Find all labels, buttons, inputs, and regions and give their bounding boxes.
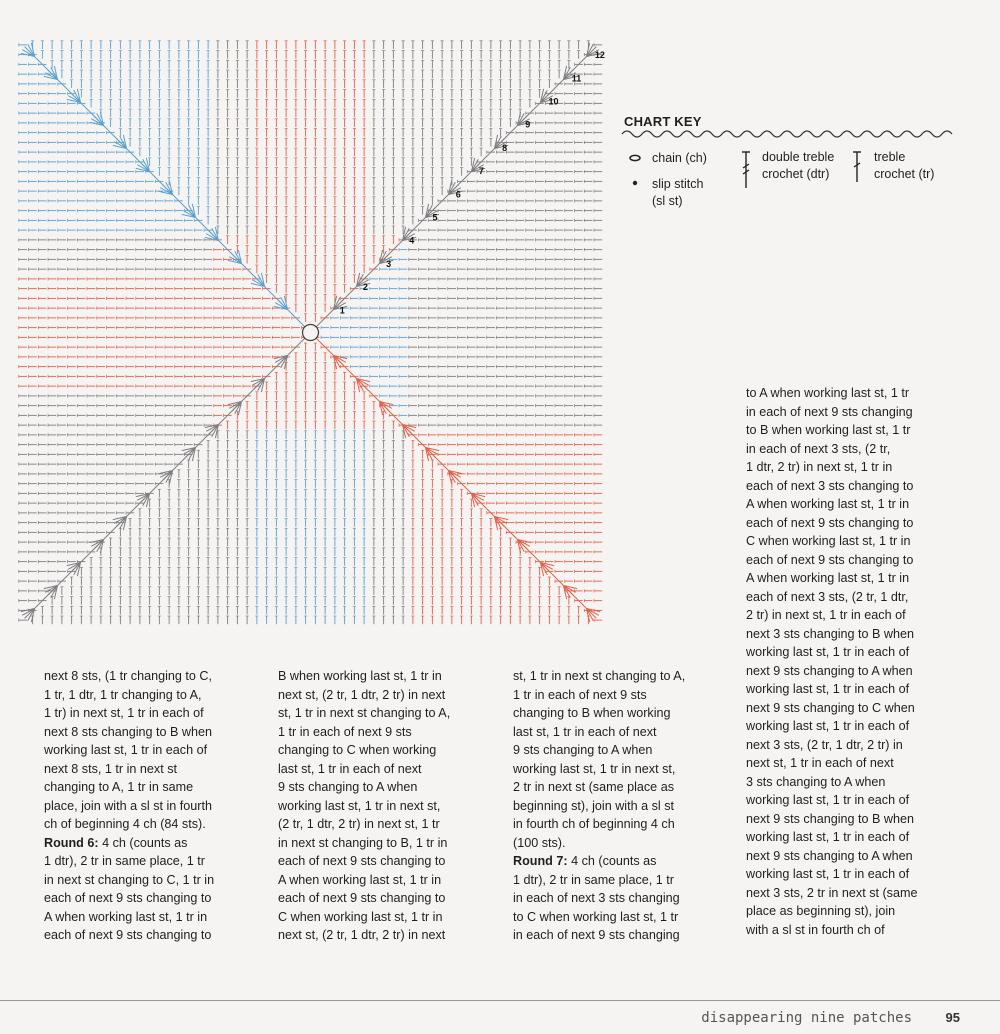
round-number-label: 2 xyxy=(362,282,368,293)
crochet-chart xyxy=(18,40,603,625)
double-treble-key-label: double treble crochet (dtr) xyxy=(762,150,835,181)
col3-text-b: 4 ch (counts as 1 dtr), 2 tr in same place, 1 tr in each of next 3 sts changing to C when working last st, 1 tr in each of next 9 sts changing xyxy=(513,854,680,942)
footer-rule xyxy=(0,1000,1000,1001)
round-number-label: 9 xyxy=(525,119,531,130)
round-number-label: 1 xyxy=(339,305,345,316)
col1-text-b: 4 ch (counts as 1 dtr), 2 tr in same place, 1 tr in next st changing to C, 1 tr in each of next 9 sts changing to A when working last st, 1 tr in each of next 9 sts changing to xyxy=(44,835,215,942)
treble-symbol-icon xyxy=(852,150,862,184)
round-number-label: 6 xyxy=(455,189,461,200)
round-6-heading: Round 6: xyxy=(44,835,99,850)
chart-key-title: CHART KEY xyxy=(624,114,702,129)
round-number-label: 8 xyxy=(502,142,508,153)
round-number-label: 4 xyxy=(409,235,415,246)
double-treble-symbol-icon xyxy=(741,150,751,190)
round-7-heading: Round 7: xyxy=(513,854,568,868)
round-number-label: 5 xyxy=(432,212,438,223)
chart-key-wave-divider xyxy=(622,128,952,140)
slip-stitch-symbol-icon xyxy=(632,180,638,186)
chain-symbol-icon xyxy=(628,154,642,162)
col3-text-a: st, 1 tr in next st changing to A, 1 tr in each of next 9 sts changing to B when working last st, 1 tr in each of next 9 sts changing to A when working last st, 1 tr in next st, 2 tr in next st (same place as beginning st), join with a sl st in fourth ch of beginning 4 ch (100 sts). xyxy=(513,669,686,850)
pattern-text-column-1 xyxy=(44,667,264,945)
round-number-label: 10 xyxy=(548,96,559,107)
round-number-label: 12 xyxy=(594,50,605,61)
pattern-text-column-4: to A when working last st, 1 tr in each of next 9 sts changing to B when working last st, 1 tr in each of next 3 sts, (2 tr, 1 dtr, 2 tr) in next st, 1 tr in each of next 3 sts changing to A when working last st, 1 tr in each of next 9 sts changing to C when working last st, 1 tr in each of next 9 sts changing to A when working last st, 1 tr in each of next 3 sts, (2 tr, 1 dtr, 2 tr) in next st, 1 tr in each of next 3 sts changing to B when working last st, 1 tr in each of next 9 sts changing to A when working last st, 1 tr in each of next 9 sts changing to C when working last st, 1 tr in each of next 3 sts, (2 tr, 1 dtr, 2 tr) in next st, 1 tr in each of next 3 sts changing to A when working last st, 1 tr in each of next 9 sts changing to B when working last st, 1 tr in each of next 9 sts changing to A when working last st, 1 tr in each of next 3 sts, 2 tr in next st (same place as beginning st), join with a sl st in fourth ch of xyxy=(746,386,918,937)
round-number-label: 7 xyxy=(478,166,484,177)
round-number-label: 3 xyxy=(386,258,392,269)
round-number-label: 11 xyxy=(571,73,582,84)
pattern-text-column-2: B when working last st, 1 tr in next st, (2 tr, 1 dtr, 2 tr) in next st, 1 tr in next st changing to A, 1 tr in each of next 9 sts changing to C when working last st, 1 tr in each of next 9 sts changing to A when working last st, 1 tr in next st, (2 tr, 1 dtr, 2 tr) in next st, 1 tr in next st changing to B, 1 tr in each of next 9 sts changing to A when working last st, 1 tr in each of next 9 sts changing to C when working last st, 1 tr in next st, (2 tr, 1 dtr, 2 tr) in next xyxy=(278,669,451,942)
slip-stitch-key-label: slip stitch (sl st) xyxy=(652,177,704,208)
footer-title: disappearing nine patches xyxy=(701,1010,912,1026)
chain-key-label: chain (ch) xyxy=(652,151,707,165)
treble-key-label: treble crochet (tr) xyxy=(874,150,935,181)
pattern-text-column-3 xyxy=(513,667,733,945)
page-number: 95 xyxy=(945,1010,960,1025)
chart-center-ring xyxy=(303,325,319,341)
col1-text-a: next 8 sts, (1 tr changing to C, 1 tr, 1 dtr, 1 tr changing to A, 1 tr) in next st, 1 tr in each of next 8 sts changing to B when working last st, 1 tr in each of next 8 sts, 1 tr in next st changing to A, 1 tr in same place, join with a sl st in fourth ch of beginning 4 ch (84 sts). xyxy=(44,669,213,831)
